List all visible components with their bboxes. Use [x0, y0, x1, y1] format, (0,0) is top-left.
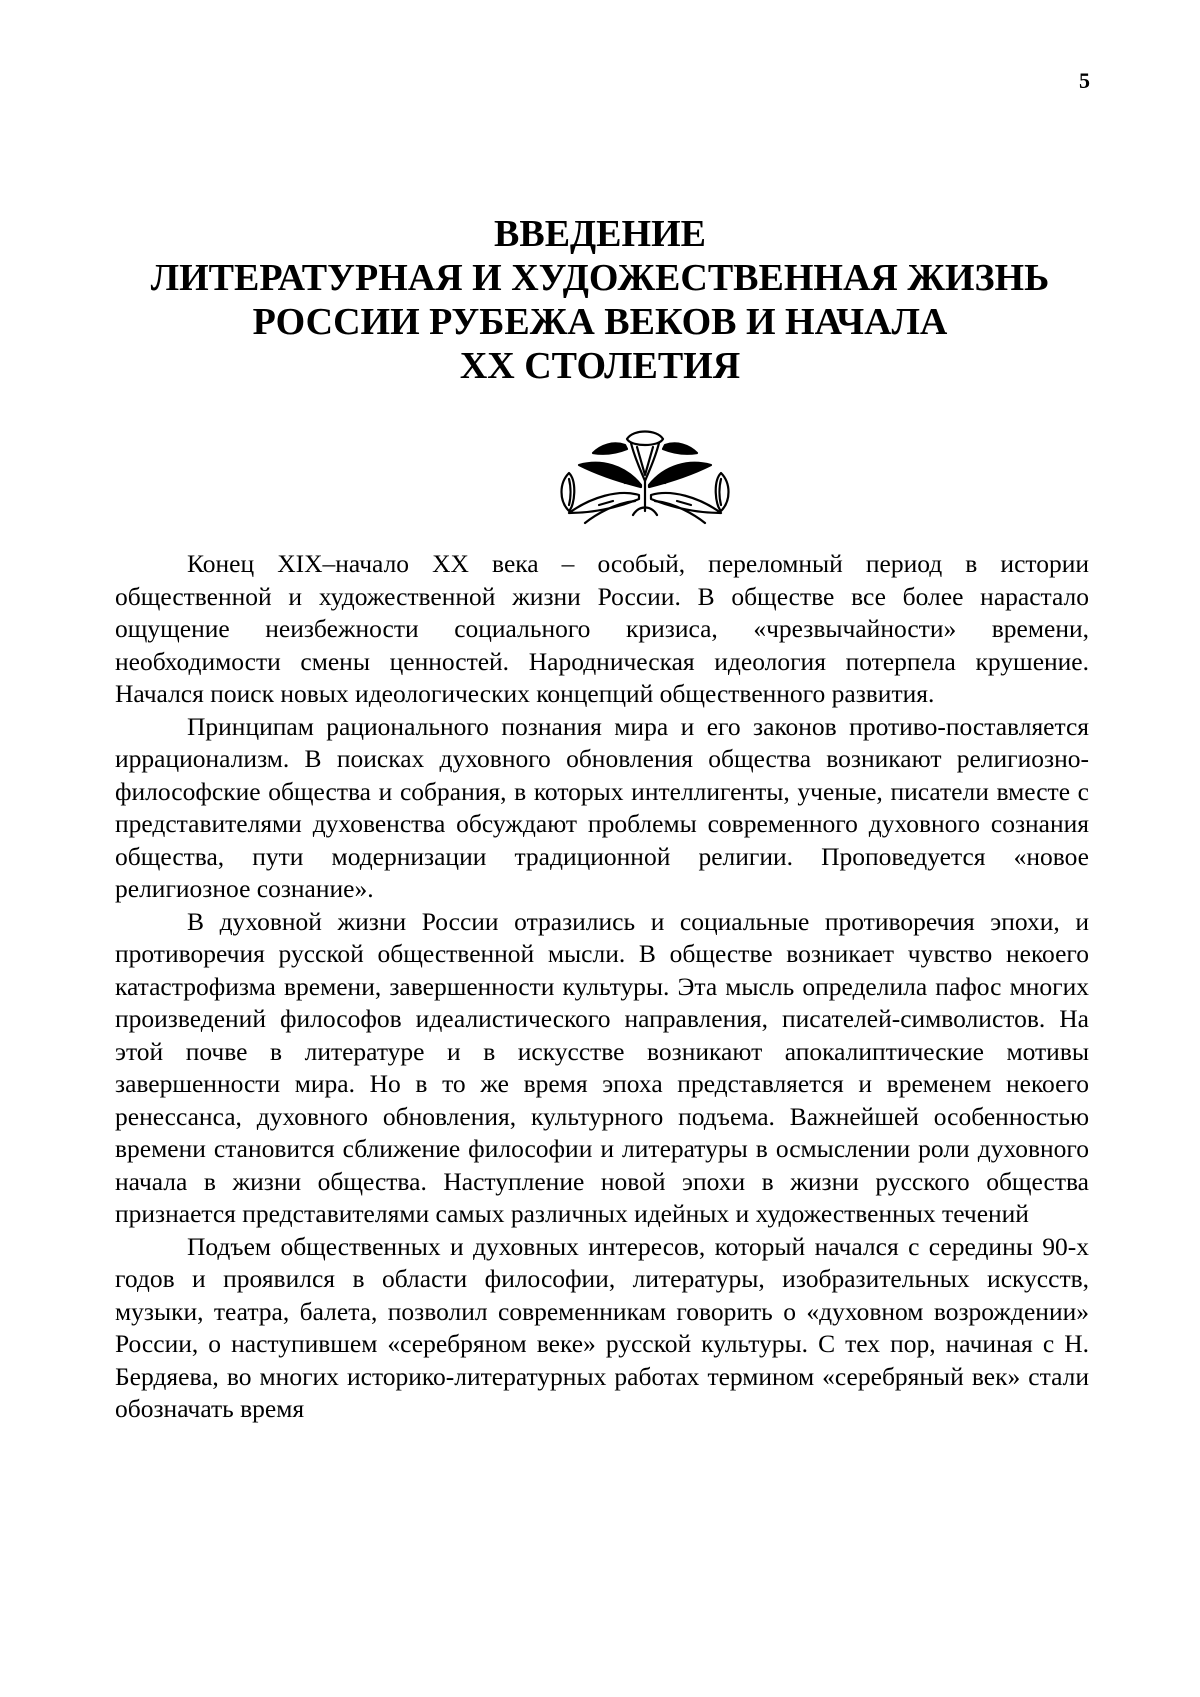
paragraph-4: Подъем общественных и духовных интересов, который начался с середины 90-х годов и проявился в области философии, литературы, изобразительных искусств, музыки, театра, балета, позволил современникам говорить о «духовном возрождении» России, о наступившем «серебряном веке» русской культуры. С тех пор, начиная с Н. Бердяева, во многих историко-литературных работах термином «серебряный век» стали обозначать время [115, 1231, 1089, 1423]
title-line-4: XX СТОЛЕТИЯ [459, 345, 741, 387]
title-line-introduction: ВВЕДЕНИЕ [494, 213, 706, 255]
paragraph-1: Конец XIX–начало XX века – особый, переломный период в истории общественной и художественной жизни России. В обществе все более нарастало ощущение неизбежности социального кризиса, «чрезвычайности» времени, необходимости смены ценностей. Народническая идеология потерпела крушение. Начался поиск новых идеологических концепций общественного развития. [115, 549, 1089, 708]
title-line-3: РОССИИ РУБЕЖА ВЕКОВ И НАЧАЛА [252, 301, 948, 343]
page-number: 5 [1079, 68, 1090, 93]
paragraph-2: Принципам рационального познания мира и его законов противо-поставляется иррационализм. В поисках духовного обновления общества возникают религиозно-философские общества и собрания, в которых интеллигенты, ученые, писатели вместе с представителями духовенства обсуждают проблемы современного духовного сознания общества, пути модернизации традиционной религии. Проповедуется «новое религиозное сознание». [115, 711, 1089, 903]
body-text [115, 548, 1089, 1426]
paragraph-3: В духовной жизни России отразились и социальные противоречия эпохи, и противоречия русской общественной мысли. В обществе возникает чувство некоего катастрофизма времени, завершенности культуры. Эта мысль определила пафос многих произведений философов идеалистического направления, писателей-символистов. На этой почве в литературе и в искусстве возникают апокалиптические мотивы завершенности мира. Но в то же время эпоха представляется и временем некоего ренессанса, духовного обновления, культурного подъема. Важнейшей особенностью времени становится сближение философии и литературы в осмыслении роли духовного начала в жизни общества. Наступление новой эпохи в жизни русского общества признается представителями самых различных идейных и художественных течений [115, 906, 1089, 1228]
title-line-2: ЛИТЕРАТУРНАЯ И ХУДОЖЕСТВЕННАЯ ЖИЗНЬ [150, 257, 1050, 299]
floral-ornament-icon [555, 425, 735, 525]
chapter-title [100, 212, 1100, 388]
